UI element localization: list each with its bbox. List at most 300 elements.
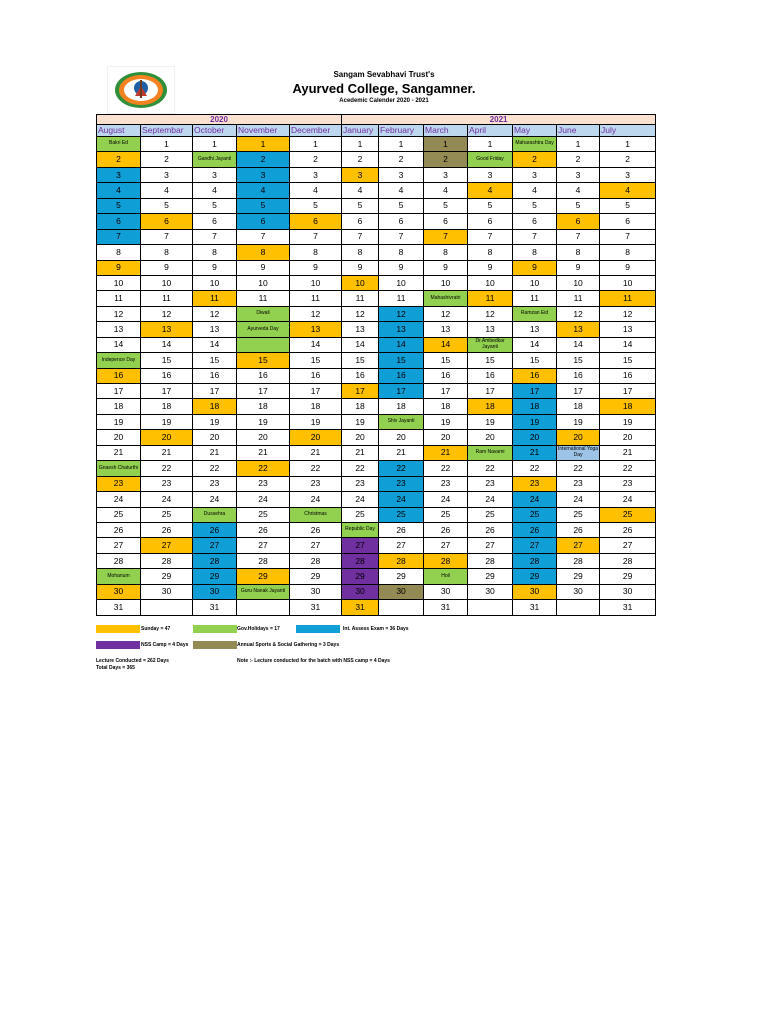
day-cell: 9 (600, 260, 656, 275)
day-cell: 13 (342, 322, 379, 337)
day-cell: 15 (379, 353, 424, 368)
day-cell: 18 (379, 399, 424, 414)
day-cell: 4 (290, 183, 342, 198)
day-cell: 6 (379, 214, 424, 229)
day-cell: 18 (600, 399, 656, 414)
day-cell: 13 (141, 322, 193, 337)
day-cell: 2 (424, 152, 468, 167)
day-cell: 3 (468, 167, 513, 182)
day-cell: 18 (424, 399, 468, 414)
day-cell: 15 (424, 353, 468, 368)
day-row (97, 476, 656, 491)
day-cell: 9 (193, 260, 237, 275)
day-cell: 22 (600, 461, 656, 476)
day-row (97, 322, 656, 337)
day-cell: 13 (557, 322, 600, 337)
college-name: Ayurved College, Sangamner. (292, 81, 476, 96)
day-cell: 3 (600, 167, 656, 182)
day-cell: 16 (600, 368, 656, 383)
day-row (97, 229, 656, 244)
day-cell: 19 (237, 414, 290, 429)
legend-ann: Annual Sports & Social Gathering = 3 Days (237, 642, 340, 648)
day-cell: 3 (379, 167, 424, 182)
month-row (97, 125, 656, 137)
day-cell: 18 (557, 399, 600, 414)
day-cell: 26 (290, 522, 342, 537)
month-header: April (468, 125, 513, 137)
month-header: May (513, 125, 557, 137)
day-cell: 20 (424, 430, 468, 445)
day-cell: 26 (557, 522, 600, 537)
legend-sunday: Sunday = 47 (141, 626, 171, 632)
day-cell: 6 (193, 214, 237, 229)
day-cell: 10 (97, 275, 141, 290)
day-cell: 25 (424, 507, 468, 522)
day-cell: 15 (193, 353, 237, 368)
day-cell: 26 (468, 522, 513, 537)
day-cell: 10 (193, 275, 237, 290)
day-cell: 4 (557, 183, 600, 198)
day-cell: 4 (424, 183, 468, 198)
day-cell: 4 (97, 183, 141, 198)
year-2020: 2020 (97, 115, 342, 125)
legend-sunday-swatch (96, 625, 140, 633)
day-cell: 30 (342, 584, 379, 599)
day-cell: 31 (600, 600, 656, 615)
day-cell: 6 (513, 214, 557, 229)
day-cell: 20 (97, 430, 141, 445)
day-cell: 28 (424, 553, 468, 568)
day-cell: 14 (290, 337, 342, 352)
day-cell: 21 (424, 445, 468, 460)
day-cell: 10 (342, 275, 379, 290)
day-cell: 23 (513, 476, 557, 491)
day-cell: 18 (97, 399, 141, 414)
day-cell: 17 (513, 384, 557, 399)
holiday-cell: Ayurveda Day (237, 322, 290, 337)
day-cell: 23 (379, 476, 424, 491)
day-cell: 31 (97, 600, 141, 615)
day-cell: 25 (342, 507, 379, 522)
day-cell: 4 (237, 183, 290, 198)
day-cell: 8 (141, 245, 193, 260)
day-cell: 23 (97, 476, 141, 491)
day-cell: 21 (97, 445, 141, 460)
day-cell: 18 (468, 399, 513, 414)
day-cell: 8 (290, 245, 342, 260)
day-cell: 26 (600, 522, 656, 537)
day-cell: 12 (141, 306, 193, 321)
day-cell: 27 (97, 538, 141, 553)
day-cell: 11 (141, 291, 193, 306)
day-row (97, 306, 656, 321)
day-cell: 1 (342, 137, 379, 152)
legend-nss: NSS Camp = 4 Days (141, 642, 189, 648)
day-row (97, 430, 656, 445)
day-cell: 18 (193, 399, 237, 414)
day-cell: 25 (237, 507, 290, 522)
day-cell: 28 (557, 553, 600, 568)
day-row (97, 275, 656, 290)
day-cell: 5 (342, 198, 379, 213)
day-cell: 20 (379, 430, 424, 445)
day-cell: 17 (237, 384, 290, 399)
day-cell: 20 (237, 430, 290, 445)
day-cell: 14 (513, 337, 557, 352)
day-cell: 8 (97, 245, 141, 260)
day-cell: 17 (290, 384, 342, 399)
day-cell: 3 (424, 167, 468, 182)
day-cell: 11 (97, 291, 141, 306)
day-cell: 4 (141, 183, 193, 198)
day-cell: 22 (193, 461, 237, 476)
day-cell: 7 (468, 229, 513, 244)
day-cell: 5 (468, 198, 513, 213)
day-row (97, 137, 656, 152)
day-cell: 1 (141, 137, 193, 152)
day-cell: 10 (424, 275, 468, 290)
day-cell: 23 (141, 476, 193, 491)
day-cell (557, 600, 600, 615)
day-cell: 6 (557, 214, 600, 229)
day-cell: 10 (237, 275, 290, 290)
day-cell: 4 (193, 183, 237, 198)
day-cell: 14 (141, 337, 193, 352)
day-cell: 11 (342, 291, 379, 306)
day-cell: 9 (379, 260, 424, 275)
day-cell: 3 (193, 167, 237, 182)
day-row (97, 507, 656, 522)
day-cell: 22 (424, 461, 468, 476)
holiday-cell: Guru Nanak Jayanti (237, 584, 290, 599)
holiday-cell: Diwali (237, 306, 290, 321)
day-cell: 11 (237, 291, 290, 306)
day-cell: 7 (424, 229, 468, 244)
day-cell: 24 (513, 492, 557, 507)
year-2021: 2021 (342, 115, 656, 125)
day-cell: 15 (600, 353, 656, 368)
day-cell: 19 (97, 414, 141, 429)
holiday-cell: Dr.Ambedkar Jayanti (468, 337, 513, 352)
day-cell: 2 (379, 152, 424, 167)
day-cell: 5 (97, 198, 141, 213)
day-cell: 15 (141, 353, 193, 368)
day-cell: 20 (513, 430, 557, 445)
day-cell: 31 (513, 600, 557, 615)
day-cell: 12 (97, 306, 141, 321)
day-cell: 19 (557, 414, 600, 429)
day-cell: 10 (468, 275, 513, 290)
day-cell: 13 (290, 322, 342, 337)
day-cell: 10 (379, 275, 424, 290)
holiday-cell: Shiv Jayanti (379, 414, 424, 429)
day-cell: 17 (97, 384, 141, 399)
day-cell: 18 (513, 399, 557, 414)
day-cell: 16 (513, 368, 557, 383)
legend-int-swatch (296, 625, 340, 633)
day-cell: 26 (379, 522, 424, 537)
day-cell: 9 (97, 260, 141, 275)
day-cell: 15 (513, 353, 557, 368)
legend-int: Int. Assess Exam = 36 Days (343, 626, 409, 632)
day-cell: 19 (513, 414, 557, 429)
day-cell: 7 (97, 229, 141, 244)
holiday-cell: Dussehra (193, 507, 237, 522)
day-cell: 2 (141, 152, 193, 167)
day-cell: 21 (290, 445, 342, 460)
day-cell: 1 (468, 137, 513, 152)
day-cell: 13 (379, 322, 424, 337)
day-row (97, 291, 656, 306)
day-row (97, 584, 656, 599)
day-cell: 13 (600, 322, 656, 337)
day-cell: 12 (557, 306, 600, 321)
day-cell: 6 (342, 214, 379, 229)
holiday-cell: Republic Day (342, 522, 379, 537)
day-cell: 25 (513, 507, 557, 522)
day-cell: 3 (141, 167, 193, 182)
day-row (97, 368, 656, 383)
day-cell: 7 (342, 229, 379, 244)
day-cell: 13 (468, 322, 513, 337)
day-cell: 8 (513, 245, 557, 260)
day-cell: 30 (379, 584, 424, 599)
day-cell: 17 (342, 384, 379, 399)
day-cell: 14 (600, 337, 656, 352)
month-header: December (290, 125, 342, 137)
day-cell: 23 (342, 476, 379, 491)
day-cell: 16 (379, 368, 424, 383)
day-cell: 26 (513, 522, 557, 537)
day-cell: 11 (513, 291, 557, 306)
day-cell: 31 (193, 600, 237, 615)
day-row (97, 384, 656, 399)
day-cell: 7 (513, 229, 557, 244)
day-cell: 13 (97, 322, 141, 337)
day-cell: 20 (557, 430, 600, 445)
day-cell: 24 (557, 492, 600, 507)
day-cell: 12 (468, 306, 513, 321)
day-cell: 27 (237, 538, 290, 553)
day-cell: 14 (557, 337, 600, 352)
day-row (97, 414, 656, 429)
day-cell: 27 (600, 538, 656, 553)
day-cell: 28 (513, 553, 557, 568)
day-cell: 5 (424, 198, 468, 213)
day-cell: 6 (290, 214, 342, 229)
day-cell: 9 (468, 260, 513, 275)
day-row (97, 445, 656, 460)
day-cell: 17 (557, 384, 600, 399)
day-cell: 26 (97, 522, 141, 537)
day-cell: 16 (424, 368, 468, 383)
day-cell: 24 (342, 492, 379, 507)
day-cell: 29 (141, 569, 193, 584)
day-cell: 11 (557, 291, 600, 306)
day-row (97, 600, 656, 615)
day-cell: 7 (193, 229, 237, 244)
day-cell: 8 (557, 245, 600, 260)
day-cell: 17 (379, 384, 424, 399)
day-cell: 31 (290, 600, 342, 615)
day-cell: 6 (141, 214, 193, 229)
day-cell (468, 600, 513, 615)
day-cell: 24 (237, 492, 290, 507)
day-cell: 26 (424, 522, 468, 537)
day-cell: 21 (513, 445, 557, 460)
day-cell: 17 (141, 384, 193, 399)
day-cell: 7 (600, 229, 656, 244)
day-cell: 30 (97, 584, 141, 599)
legend-nss-swatch (96, 641, 140, 649)
total-days: Total Days = 365 (96, 665, 135, 671)
day-cell: 29 (513, 569, 557, 584)
nss-note: Note :- Lecture conducted for the batch with NSS camp = 4 Days (237, 658, 390, 664)
day-cell: 6 (600, 214, 656, 229)
day-cell: 8 (468, 245, 513, 260)
day-cell: 9 (424, 260, 468, 275)
day-cell: 30 (290, 584, 342, 599)
day-cell: 19 (468, 414, 513, 429)
month-header: February (379, 125, 424, 137)
legend-ann-swatch (193, 641, 237, 649)
holiday-cell: Indepence Day (97, 353, 141, 368)
day-cell: 29 (468, 569, 513, 584)
day-cell: 20 (468, 430, 513, 445)
day-cell: 29 (600, 569, 656, 584)
day-cell: 28 (237, 553, 290, 568)
day-cell: 15 (342, 353, 379, 368)
day-cell: 20 (193, 430, 237, 445)
lectures-conducted: Lecture Conducted = 262 Days (96, 658, 169, 664)
day-cell: 1 (424, 137, 468, 152)
day-cell: 28 (193, 553, 237, 568)
day-cell: 21 (600, 445, 656, 460)
day-cell: 1 (600, 137, 656, 152)
day-row (97, 152, 656, 167)
month-header: August (97, 125, 141, 137)
day-cell: 16 (193, 368, 237, 383)
day-cell: 8 (342, 245, 379, 260)
day-cell: 11 (600, 291, 656, 306)
day-row (97, 538, 656, 553)
day-row (97, 522, 656, 537)
day-cell (379, 600, 424, 615)
day-cell: 28 (600, 553, 656, 568)
day-cell: 24 (141, 492, 193, 507)
day-cell: 9 (141, 260, 193, 275)
day-cell: 25 (468, 507, 513, 522)
month-header: June (557, 125, 600, 137)
day-cell: 2 (513, 152, 557, 167)
day-cell: 21 (141, 445, 193, 460)
month-header: January (342, 125, 379, 137)
holiday-cell (237, 337, 290, 352)
day-cell: 23 (237, 476, 290, 491)
day-cell: 15 (557, 353, 600, 368)
legend-gov: Gov.Holidays = 17 (237, 626, 280, 632)
day-cell: 16 (97, 368, 141, 383)
day-cell: 28 (97, 553, 141, 568)
day-cell: 10 (600, 275, 656, 290)
day-cell: 4 (600, 183, 656, 198)
day-cell: 5 (193, 198, 237, 213)
day-cell: 27 (379, 538, 424, 553)
day-cell: 29 (379, 569, 424, 584)
day-cell: 24 (600, 492, 656, 507)
day-cell: 17 (424, 384, 468, 399)
day-cell: 16 (557, 368, 600, 383)
day-cell: 17 (193, 384, 237, 399)
day-cell: 5 (600, 198, 656, 213)
day-cell: 11 (193, 291, 237, 306)
day-cell: 14 (379, 337, 424, 352)
day-cell: 26 (141, 522, 193, 537)
day-cell: 29 (290, 569, 342, 584)
day-cell: 24 (424, 492, 468, 507)
day-cell: 4 (468, 183, 513, 198)
day-cell: 24 (97, 492, 141, 507)
day-cell: 15 (237, 353, 290, 368)
month-header: November (237, 125, 290, 137)
day-cell: 21 (379, 445, 424, 460)
day-cell: 9 (513, 260, 557, 275)
day-cell: 16 (342, 368, 379, 383)
legend-gov-swatch (193, 625, 237, 633)
day-cell: 6 (237, 214, 290, 229)
day-cell: 19 (193, 414, 237, 429)
day-cell: 10 (513, 275, 557, 290)
day-cell: 29 (557, 569, 600, 584)
day-cell: 3 (290, 167, 342, 182)
day-cell: 3 (557, 167, 600, 182)
day-cell: 20 (141, 430, 193, 445)
day-cell: 12 (290, 306, 342, 321)
day-cell: 11 (379, 291, 424, 306)
day-row (97, 214, 656, 229)
day-cell: 6 (424, 214, 468, 229)
day-cell: 12 (342, 306, 379, 321)
day-row (97, 399, 656, 414)
day-cell (141, 600, 193, 615)
day-cell: 23 (600, 476, 656, 491)
day-cell: 28 (468, 553, 513, 568)
day-cell: 7 (557, 229, 600, 244)
day-cell: 7 (237, 229, 290, 244)
year-row (97, 115, 656, 125)
day-cell: 16 (141, 368, 193, 383)
day-cell: 1 (290, 137, 342, 152)
day-cell: 3 (513, 167, 557, 182)
month-header: March (424, 125, 468, 137)
day-cell: 12 (600, 306, 656, 321)
day-cell: 27 (290, 538, 342, 553)
day-cell: 1 (557, 137, 600, 152)
day-cell: 4 (379, 183, 424, 198)
day-cell: 22 (237, 461, 290, 476)
day-cell: 23 (290, 476, 342, 491)
day-cell: 24 (468, 492, 513, 507)
day-row (97, 167, 656, 182)
day-row (97, 337, 656, 352)
day-cell: 21 (237, 445, 290, 460)
holiday-cell: Holi (424, 569, 468, 584)
day-cell: 14 (424, 337, 468, 352)
trust-name: Sangam Sevabhavi Trust's (333, 70, 435, 79)
day-cell: 30 (600, 584, 656, 599)
day-cell: 9 (342, 260, 379, 275)
day-cell: 10 (290, 275, 342, 290)
